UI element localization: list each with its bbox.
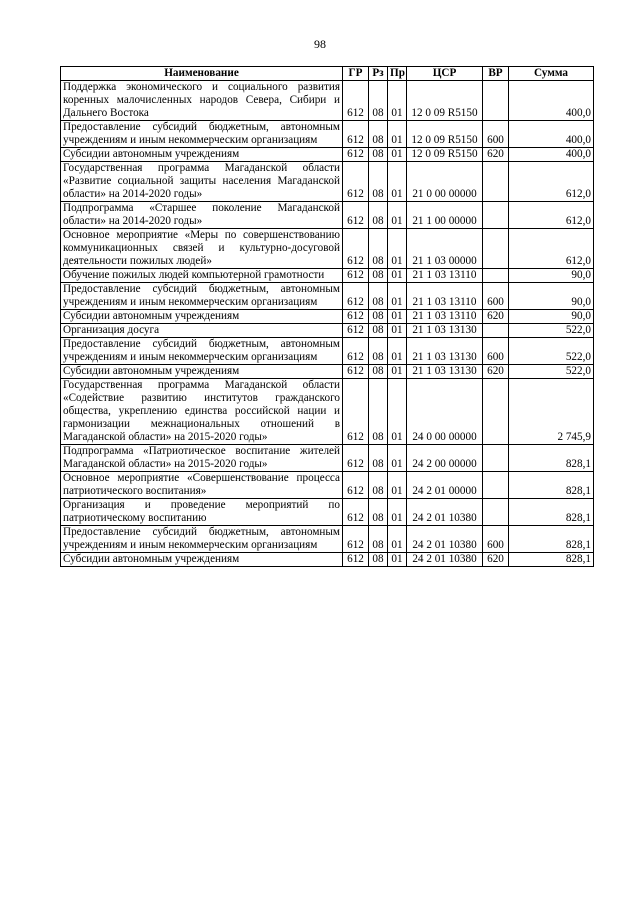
header-vr: ВР	[483, 67, 509, 81]
cell-gr: 612	[343, 121, 369, 148]
cell-rz: 08	[369, 162, 388, 202]
cell-rz: 08	[369, 148, 388, 162]
cell-vr	[483, 499, 509, 526]
cell-gr: 612	[343, 472, 369, 499]
cell-csr: 21 1 00 00000	[407, 202, 483, 229]
cell-gr: 612	[343, 202, 369, 229]
cell-sum: 612,0	[509, 162, 594, 202]
header-sum: Сумма	[509, 67, 594, 81]
cell-gr: 612	[343, 324, 369, 338]
table-header-row	[61, 67, 594, 81]
cell-sum: 90,0	[509, 310, 594, 324]
cell-sum: 400,0	[509, 121, 594, 148]
cell-vr	[483, 379, 509, 445]
cell-name: Субсидии автономным учреждениям	[61, 148, 343, 162]
cell-vr	[483, 229, 509, 269]
cell-pr: 01	[388, 324, 407, 338]
table-row	[61, 365, 594, 379]
cell-sum: 828,1	[509, 472, 594, 499]
cell-sum: 828,1	[509, 445, 594, 472]
table-row	[61, 162, 594, 202]
cell-rz: 08	[369, 269, 388, 283]
cell-vr	[483, 81, 509, 121]
cell-name: Предоставление субсидий бюджетным, автономным учреждениям и иным некоммерческим организациям	[61, 526, 343, 553]
cell-vr: 620	[483, 148, 509, 162]
table-row	[61, 324, 594, 338]
table-row	[61, 121, 594, 148]
cell-rz: 08	[369, 379, 388, 445]
cell-pr: 01	[388, 283, 407, 310]
cell-pr: 01	[388, 148, 407, 162]
cell-name: Основное мероприятие «Меры по совершенствованию коммуникационных связей и культурно-досуговой деятельности пожилых людей»	[61, 229, 343, 269]
cell-sum: 522,0	[509, 324, 594, 338]
table-row	[61, 229, 594, 269]
cell-name: Предоставление субсидий бюджетным, автономным учреждениям и иным некоммерческим организациям	[61, 283, 343, 310]
cell-rz: 08	[369, 324, 388, 338]
cell-rz: 08	[369, 81, 388, 121]
table-row	[61, 338, 594, 365]
table-row	[61, 526, 594, 553]
header-csr: ЦСР	[407, 67, 483, 81]
cell-csr: 21 1 03 13110	[407, 310, 483, 324]
cell-rz: 08	[369, 338, 388, 365]
cell-name: Подпрограмма «Старшее поколение Магаданской области» на 2014-2020 годы»	[61, 202, 343, 229]
cell-vr: 620	[483, 553, 509, 567]
cell-gr: 612	[343, 379, 369, 445]
cell-csr: 24 2 01 00000	[407, 472, 483, 499]
table-row	[61, 445, 594, 472]
cell-sum: 90,0	[509, 283, 594, 310]
cell-rz: 08	[369, 229, 388, 269]
cell-name: Субсидии автономным учреждениям	[61, 310, 343, 324]
cell-vr	[483, 202, 509, 229]
cell-vr	[483, 472, 509, 499]
cell-pr: 01	[388, 526, 407, 553]
table-row	[61, 283, 594, 310]
table-row	[61, 472, 594, 499]
cell-pr: 01	[388, 499, 407, 526]
cell-name: Государственная программа Магаданской области «Развитие социальной защиты населения Магаданской области» на 2014-2020 годы»	[61, 162, 343, 202]
cell-csr: 12 0 09 R5150	[407, 121, 483, 148]
cell-sum: 90,0	[509, 269, 594, 283]
cell-gr: 612	[343, 499, 369, 526]
cell-name: Подпрограмма «Патриотическое воспитание жителей Магаданской области» на 2015-2020 годы»	[61, 445, 343, 472]
cell-gr: 612	[343, 310, 369, 324]
cell-vr: 600	[483, 283, 509, 310]
cell-rz: 08	[369, 283, 388, 310]
page-number: 98	[314, 37, 326, 51]
cell-csr: 12 0 09 R5150	[407, 148, 483, 162]
cell-csr: 21 1 03 13130	[407, 324, 483, 338]
cell-rz: 08	[369, 553, 388, 567]
cell-gr: 612	[343, 283, 369, 310]
cell-vr: 620	[483, 310, 509, 324]
cell-csr: 21 0 00 00000	[407, 162, 483, 202]
cell-gr: 612	[343, 526, 369, 553]
cell-gr: 612	[343, 445, 369, 472]
cell-pr: 01	[388, 310, 407, 324]
table-row	[61, 202, 594, 229]
cell-sum: 828,1	[509, 499, 594, 526]
cell-gr: 612	[343, 148, 369, 162]
cell-sum: 828,1	[509, 526, 594, 553]
cell-name: Поддержка экономического и социального развития коренных малочисленных народов Севера, Сибири и Дальнего Востока	[61, 81, 343, 121]
cell-csr: 24 2 01 10380	[407, 526, 483, 553]
cell-gr: 612	[343, 269, 369, 283]
cell-sum: 828,1	[509, 553, 594, 567]
cell-gr: 612	[343, 162, 369, 202]
cell-rz: 08	[369, 365, 388, 379]
cell-vr: 600	[483, 338, 509, 365]
cell-csr: 24 2 01 10380	[407, 553, 483, 567]
cell-csr: 21 1 03 00000	[407, 229, 483, 269]
cell-csr: 21 1 03 13110	[407, 283, 483, 310]
cell-rz: 08	[369, 121, 388, 148]
table-row	[61, 269, 594, 283]
table-row	[61, 310, 594, 324]
cell-vr	[483, 269, 509, 283]
cell-name: Организация досуга	[61, 324, 343, 338]
cell-pr: 01	[388, 162, 407, 202]
cell-name: Организация и проведение мероприятий по патриотическому воспитанию	[61, 499, 343, 526]
cell-name: Обучение пожилых людей компьютерной грамотности	[61, 269, 343, 283]
cell-gr: 612	[343, 338, 369, 365]
cell-pr: 01	[388, 445, 407, 472]
table-row	[61, 499, 594, 526]
cell-pr: 01	[388, 338, 407, 365]
cell-name: Государственная программа Магаданской области «Содействие развитию институтов гражданского общества, укреплению единства российской нации и гармонизации межнациональных отношений в Магаданской области» на 2015-2020 годы»	[61, 379, 343, 445]
cell-pr: 01	[388, 365, 407, 379]
budget-table	[60, 66, 594, 567]
cell-gr: 612	[343, 553, 369, 567]
cell-sum: 612,0	[509, 229, 594, 269]
cell-pr: 01	[388, 81, 407, 121]
cell-rz: 08	[369, 445, 388, 472]
cell-rz: 08	[369, 310, 388, 324]
cell-sum: 522,0	[509, 365, 594, 379]
cell-name: Субсидии автономным учреждениям	[61, 553, 343, 567]
cell-gr: 612	[343, 81, 369, 121]
cell-csr: 24 2 01 10380	[407, 499, 483, 526]
cell-csr: 24 0 00 00000	[407, 379, 483, 445]
cell-pr: 01	[388, 121, 407, 148]
cell-gr: 612	[343, 229, 369, 269]
cell-vr	[483, 445, 509, 472]
cell-sum: 2 745,9	[509, 379, 594, 445]
cell-name: Основное мероприятие «Совершенствование процесса патриотического воспитания»	[61, 472, 343, 499]
cell-rz: 08	[369, 526, 388, 553]
cell-csr: 21 1 03 13130	[407, 365, 483, 379]
cell-pr: 01	[388, 472, 407, 499]
cell-pr: 01	[388, 379, 407, 445]
header-pr: Пр	[388, 67, 407, 81]
cell-csr: 12 0 09 R5150	[407, 81, 483, 121]
table-row	[61, 81, 594, 121]
cell-gr: 612	[343, 365, 369, 379]
header-gr: ГР	[343, 67, 369, 81]
cell-vr	[483, 324, 509, 338]
table-row	[61, 379, 594, 445]
cell-sum: 612,0	[509, 202, 594, 229]
cell-rz: 08	[369, 472, 388, 499]
cell-pr: 01	[388, 202, 407, 229]
cell-vr: 600	[483, 121, 509, 148]
cell-vr: 620	[483, 365, 509, 379]
cell-csr: 21 1 03 13130	[407, 338, 483, 365]
cell-name: Предоставление субсидий бюджетным, автономным учреждениям и иным некоммерческим организациям	[61, 338, 343, 365]
cell-rz: 08	[369, 499, 388, 526]
table-row	[61, 148, 594, 162]
header-rz: Рз	[369, 67, 388, 81]
cell-sum: 400,0	[509, 81, 594, 121]
cell-pr: 01	[388, 269, 407, 283]
cell-sum: 522,0	[509, 338, 594, 365]
cell-csr: 21 1 03 13110	[407, 269, 483, 283]
cell-vr: 600	[483, 526, 509, 553]
table-row	[61, 553, 594, 567]
cell-pr: 01	[388, 229, 407, 269]
header-name: Наименование	[61, 67, 343, 81]
cell-vr	[483, 162, 509, 202]
cell-name: Субсидии автономным учреждениям	[61, 365, 343, 379]
cell-name: Предоставление субсидий бюджетным, автономным учреждениям и иным некоммерческим организациям	[61, 121, 343, 148]
cell-sum: 400,0	[509, 148, 594, 162]
cell-csr: 24 2 00 00000	[407, 445, 483, 472]
cell-pr: 01	[388, 553, 407, 567]
cell-rz: 08	[369, 202, 388, 229]
